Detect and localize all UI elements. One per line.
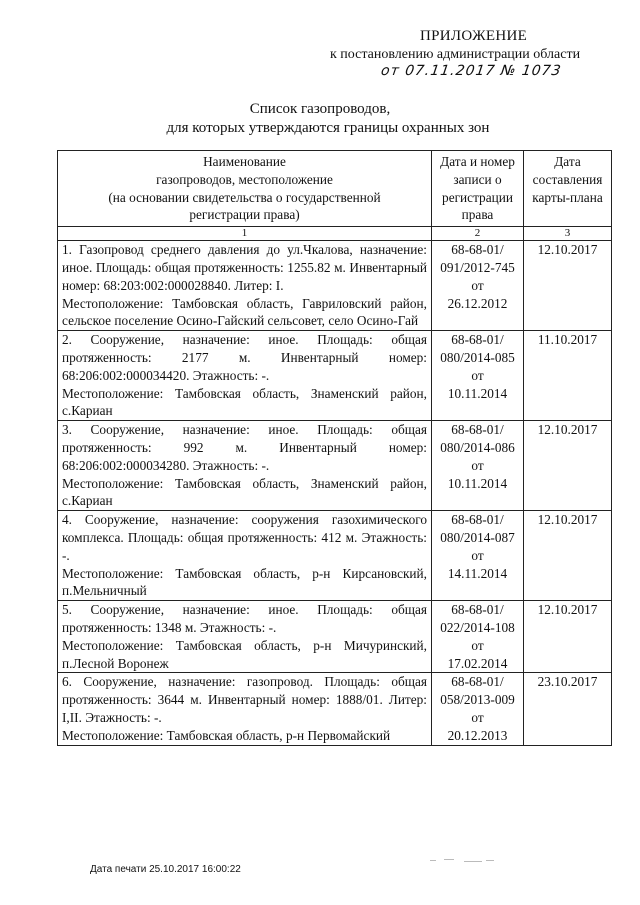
- registration-date: 14.11.2014: [447, 565, 508, 581]
- registration-record: [432, 673, 524, 745]
- registration-record: [432, 421, 524, 511]
- map-plan-date: 12.10.2017: [524, 241, 612, 331]
- table-row: [58, 421, 612, 511]
- pipeline-location: Местоположение: Тамбовская область, р-н Мичуринский, п.Лесной Воронеж: [62, 637, 427, 671]
- column-numbers-row: [58, 227, 612, 241]
- registration-from: от: [471, 277, 484, 293]
- registration-date: 10.11.2014: [447, 385, 508, 401]
- appendix-title: ПРИЛОЖЕНИЕ: [420, 28, 528, 44]
- registration-from: от: [471, 547, 484, 563]
- registration-from: от: [471, 367, 484, 383]
- pipeline-description: [58, 241, 432, 331]
- print-date: Дата печати 25.10.2017 16:00:22: [90, 864, 241, 875]
- pipeline-details: 6. Сооружение, назначение: газопровод. Площадь: общая протяженность: 3644 м. Инвентарный номер: 1888/01. Литер: I,II. Этажность: -.: [62, 674, 427, 725]
- column-number: 2: [432, 227, 524, 241]
- map-plan-date: 23.10.2017: [524, 673, 612, 745]
- column-number: 3: [524, 227, 612, 241]
- pipeline-location: Местоположение: Тамбовская область, р-н Первомайский: [62, 727, 391, 743]
- registration-from: от: [471, 709, 484, 725]
- registration-number: 68-68-01/ 080/2014-087: [440, 512, 515, 545]
- pipeline-location: Местоположение: Тамбовская область, Гавриловский район, сельское поселение Осино-Гайский сельсовет, село Осино-Гай: [62, 295, 427, 329]
- table-row: [58, 511, 612, 601]
- pipeline-details: 3. Сооружение, назначение: иное. Площадь: общая протяженность: 992 м. Инвентарный номер: 68:206:002:000034280. Этажность: -.: [62, 422, 427, 473]
- pipeline-description: [58, 601, 432, 673]
- pipeline-details: 2. Сооружение, назначение: иное. Площадь: общая протяженность: 2177 м. Инвентарный номер: 68:206:002:000034420. Этажность: -.: [62, 332, 427, 383]
- scan-artifact-marks: [430, 858, 500, 872]
- map-plan-date: 12.10.2017: [524, 511, 612, 601]
- pipeline-details: 4. Сооружение, назначение: сооружения газохимического комплекса. Площадь: общая протяженность: 412 м. Этажность: -.: [62, 512, 427, 563]
- registration-date: 10.11.2014: [447, 475, 508, 491]
- header-name-location: Наименование газопроводов, местоположение (на основании свидетельства о государственной регистрации права): [58, 151, 432, 227]
- table-row: [58, 241, 612, 331]
- registration-number: 68-68-01/ 091/2012-745: [440, 242, 515, 275]
- map-plan-date: 11.10.2017: [524, 331, 612, 421]
- registration-date: 26.12.2012: [447, 295, 508, 311]
- table-header-row: [58, 151, 612, 227]
- header-registration: Дата и номер записи о регистрации права: [432, 151, 524, 227]
- gas-pipeline-table: [57, 150, 612, 746]
- registration-record: [432, 241, 524, 331]
- registration-record: [432, 511, 524, 601]
- pipeline-details: 5. Сооружение, назначение: иное. Площадь: общая протяженность: 1348 м. Этажность: -.: [62, 602, 427, 635]
- pipeline-description: [58, 511, 432, 601]
- pipeline-description: [58, 421, 432, 511]
- map-plan-date: 12.10.2017: [524, 421, 612, 511]
- header-map-date: Дата составления карты-плана: [524, 151, 612, 227]
- map-plan-date: 12.10.2017: [524, 601, 612, 673]
- column-number: 1: [58, 227, 432, 241]
- registration-record: [432, 601, 524, 673]
- pipeline-details: 1. Газопровод среднего давления до ул.Чкалова, назначение: иное. Площадь: общая протяженность: 1255.82 м. Инвентарный номер: 68:203:002:000028840. Литер: I.: [62, 242, 427, 293]
- appendix-handwritten-date: от 07.11.2017 № 1073: [379, 63, 563, 79]
- registration-number: 68-68-01/ 022/2014-108: [440, 602, 515, 635]
- registration-record: [432, 331, 524, 421]
- table-row: [58, 331, 612, 421]
- pipeline-location: Местоположение: Тамбовская область, Знаменский район, с.Кариан: [62, 475, 427, 509]
- table-row: [58, 601, 612, 673]
- document-title: [0, 100, 640, 138]
- document-title-line2: для которых утверждаются границы охранных зон: [166, 120, 490, 136]
- registration-date: 20.12.2013: [447, 727, 508, 743]
- pipeline-location: Местоположение: Тамбовская область, р-н Кирсановский, п.Мельничный: [62, 565, 427, 599]
- registration-number: 68-68-01/ 058/2013-009: [440, 674, 515, 708]
- appendix-subtitle: к постановлению администрации области: [330, 47, 581, 62]
- registration-from: от: [471, 457, 484, 473]
- document-title-line1: Список газопроводов,: [249, 101, 391, 117]
- table-row: [58, 673, 612, 745]
- registration-date: 17.02.2014: [447, 655, 508, 671]
- registration-number: 68-68-01/ 080/2014-086: [440, 422, 515, 455]
- registration-number: 68-68-01/ 080/2014-085: [440, 332, 515, 365]
- pipeline-description: [58, 331, 432, 421]
- pipeline-description: [58, 673, 432, 745]
- registration-from: от: [471, 637, 484, 653]
- pipeline-location: Местоположение: Тамбовская область, Знаменский район, с.Кариан: [62, 385, 427, 419]
